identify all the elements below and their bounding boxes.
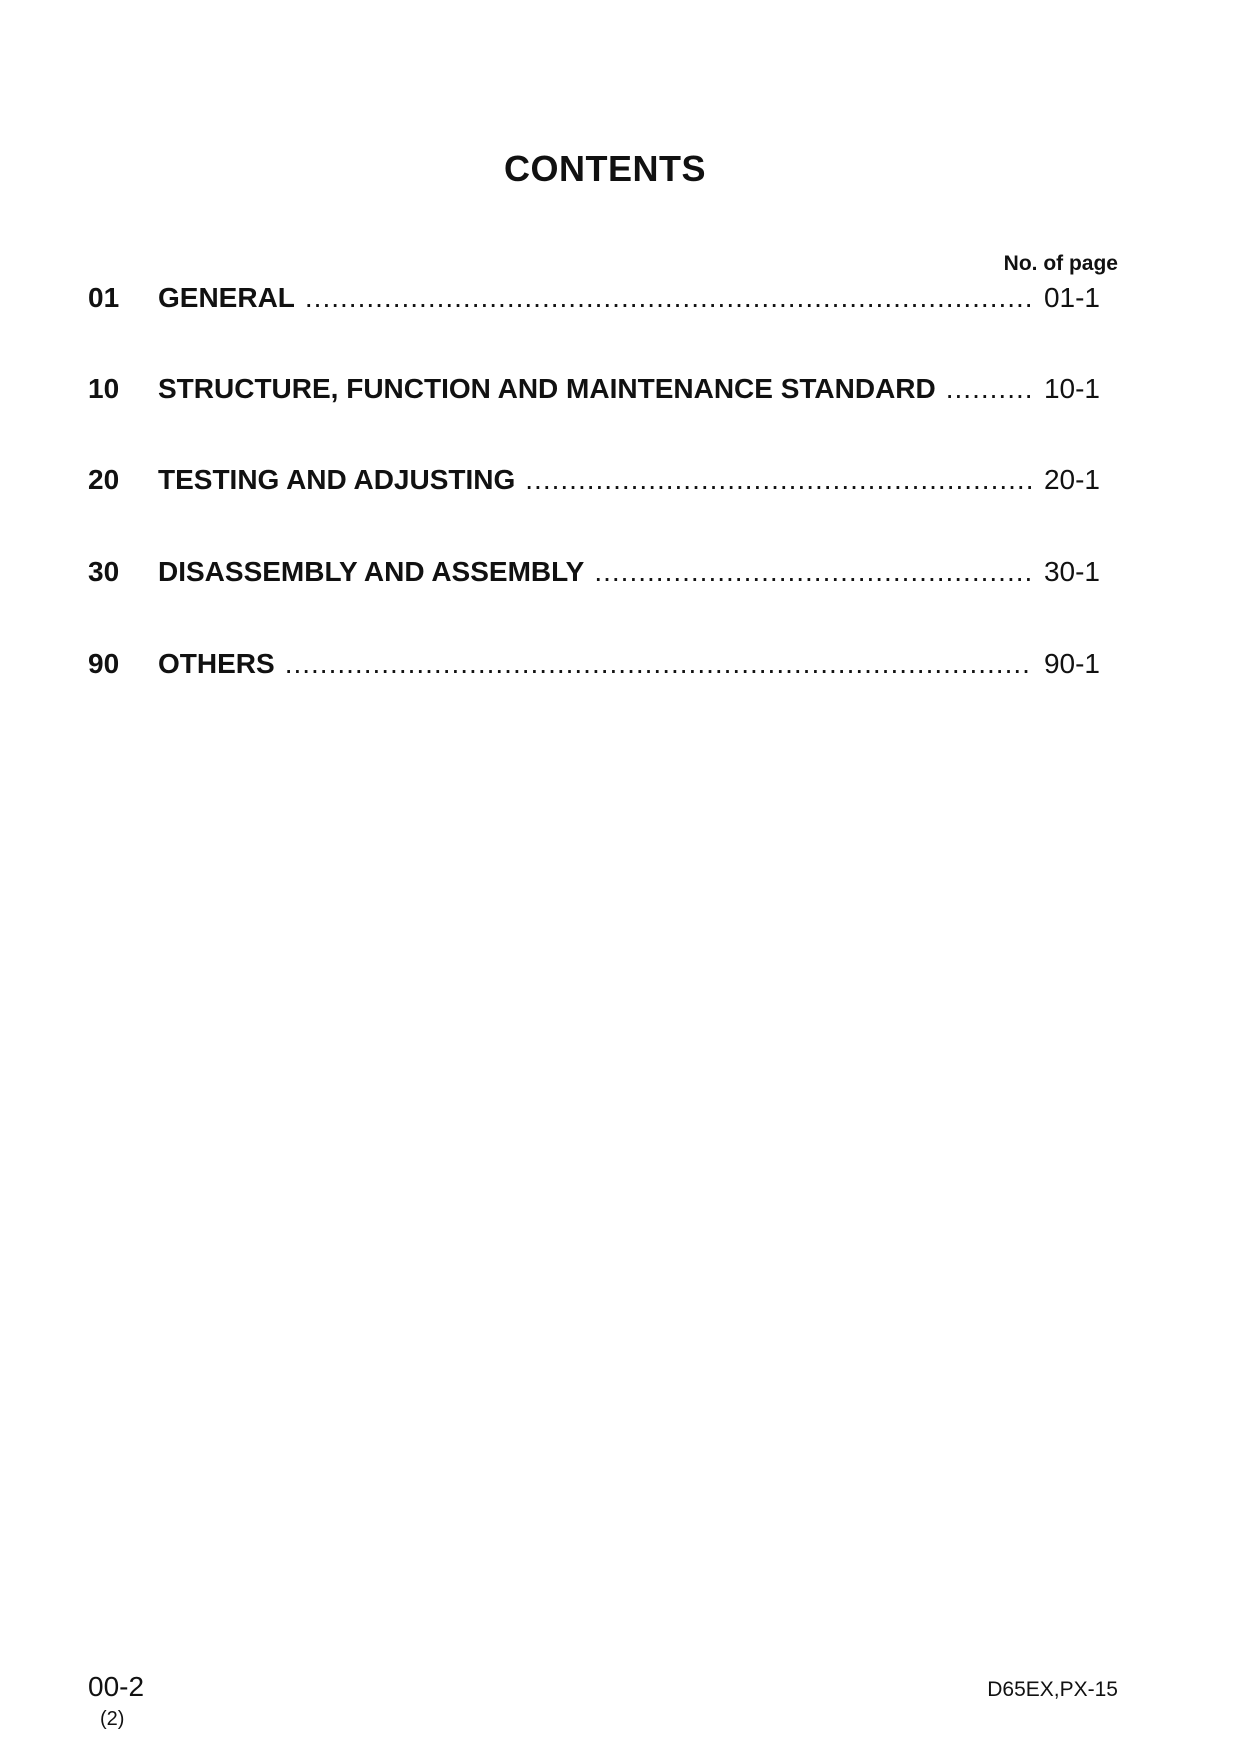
dot-leader bbox=[285, 644, 1032, 684]
dot-leader bbox=[946, 369, 1032, 409]
toc-entry-structure[interactable] bbox=[88, 369, 1106, 409]
pages-column-header: No. of page bbox=[1003, 252, 1118, 275]
page-title: CONTENTS bbox=[504, 148, 706, 189]
toc-label: STRUCTURE, FUNCTION AND MAINTENANCE STANDARD bbox=[158, 373, 936, 404]
footer-model: D65EX,PX-15 bbox=[987, 1678, 1118, 1701]
toc-page-number: 10-1 bbox=[1043, 373, 1100, 404]
toc-number: 01 bbox=[88, 282, 120, 313]
toc-label: GENERAL bbox=[158, 282, 295, 313]
toc-entry-disassembly[interactable] bbox=[88, 552, 1106, 592]
toc-entry-testing[interactable] bbox=[88, 460, 1106, 500]
footer-revision: (2) bbox=[100, 1708, 125, 1730]
toc-page-number: 90-1 bbox=[1043, 648, 1100, 679]
toc-page-number: 01-1 bbox=[1043, 282, 1100, 313]
dot-leader bbox=[594, 552, 1032, 592]
toc-number: 10 bbox=[88, 373, 120, 404]
footer-page-number: 00-2 bbox=[88, 1671, 145, 1702]
toc-label: DISASSEMBLY AND ASSEMBLY bbox=[158, 556, 585, 587]
dot-leader bbox=[525, 460, 1032, 500]
toc-number: 90 bbox=[88, 648, 120, 679]
toc-entry-others[interactable] bbox=[88, 644, 1106, 684]
toc-label: TESTING AND ADJUSTING bbox=[158, 464, 516, 495]
toc-label: OTHERS bbox=[158, 648, 275, 679]
toc-number: 20 bbox=[88, 464, 120, 495]
toc-number: 30 bbox=[88, 556, 120, 587]
toc-entry-general[interactable] bbox=[88, 278, 1106, 318]
dot-leader bbox=[305, 278, 1032, 318]
toc-page-number: 30-1 bbox=[1043, 556, 1100, 587]
toc-page-number: 20-1 bbox=[1043, 464, 1100, 495]
